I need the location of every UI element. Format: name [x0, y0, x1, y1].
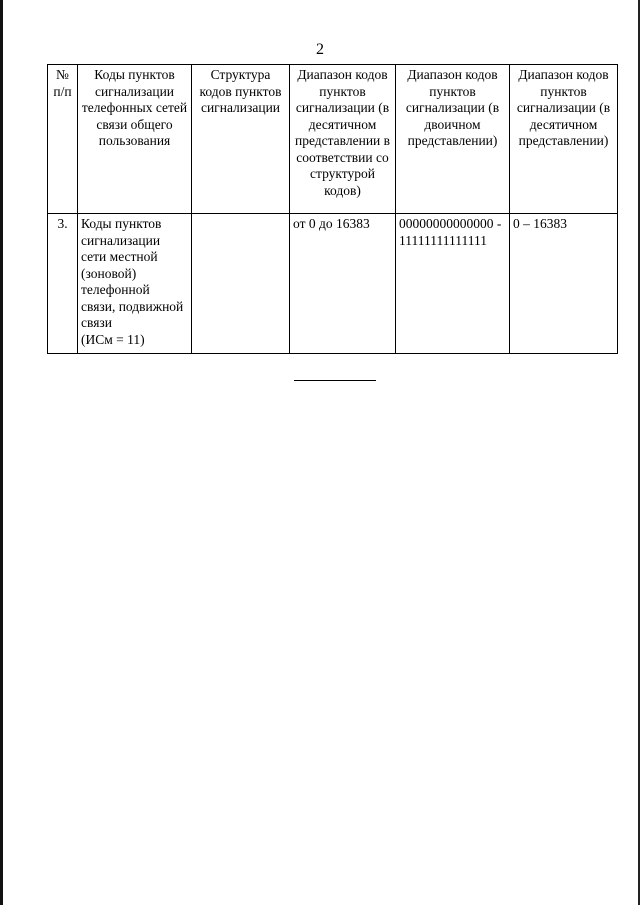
row-range-binary	[396, 214, 510, 354]
table-row	[48, 214, 618, 354]
table-header-row	[48, 65, 618, 214]
end-rule	[294, 380, 376, 381]
row-codes-name	[78, 214, 192, 354]
row-codes-name-line: Коды пунктов	[81, 216, 162, 231]
page-number: 2	[316, 41, 324, 58]
row-number: 3.	[48, 214, 78, 354]
row-codes-name-line: сети местной	[81, 249, 158, 264]
scan-edge-left	[0, 0, 3, 905]
header-number: № п/п	[48, 65, 78, 214]
header-structure: Структура кодов пунктов сигнализации	[192, 65, 290, 214]
row-range-decimal: 0 – 16383	[510, 214, 618, 354]
row-codes-name-line: телефонной	[81, 282, 150, 297]
header-range-decimal-structure: Диапазон кодов пунктов сигнализации (в десятичном представлении в соответствии со структурой кодов)	[290, 65, 396, 214]
header-codes: Коды пунктов сигнализации телефонных сетей связи общего пользования	[78, 65, 192, 214]
header-range-decimal: Диапазон кодов пунктов сигнализации (в десятичном представлении)	[510, 65, 618, 214]
header-range-binary: Диапазон кодов пунктов сигнализации (в двоичном представлении)	[396, 65, 510, 214]
row-codes-name-line: (зоновой)	[81, 265, 137, 281]
row-range-binary-line: 00000000000000 -	[399, 216, 502, 231]
row-codes-name-line: связи	[81, 315, 112, 330]
row-range-binary-line: 11111111111111	[399, 232, 487, 248]
row-codes-name-line: сигнализации	[81, 232, 161, 248]
signaling-codes-table	[47, 64, 618, 354]
row-range-decimal-structure: от 0 до 16383	[290, 214, 396, 354]
row-structure	[192, 214, 290, 354]
row-codes-name-line: связи, подвижной	[81, 298, 184, 314]
row-codes-name-line: (ИСм = 11)	[81, 331, 145, 347]
